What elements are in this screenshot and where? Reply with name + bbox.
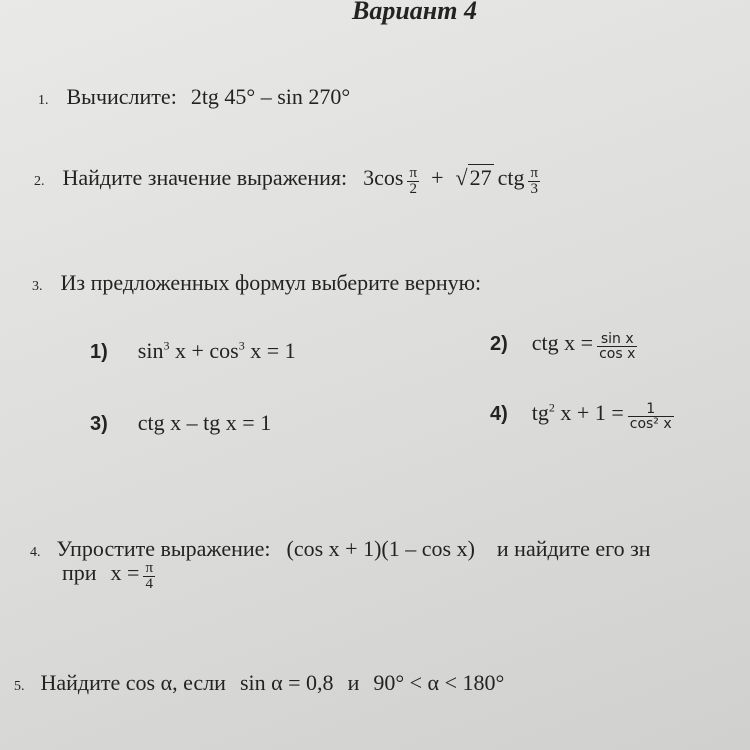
- formula: ctg x – tg x = 1: [137, 410, 272, 435]
- formula-lhs: $tg^2$ x + 1 =: [531, 400, 624, 425]
- problem-4: [30, 536, 651, 562]
- problem-text: Найдите значение выражения:: [62, 165, 348, 190]
- option-2: [490, 330, 637, 361]
- math-term: 3cos: [363, 165, 404, 190]
- math-expression: (cos x + 1)(1 – cos x): [286, 536, 475, 561]
- option-label: 4): [490, 403, 508, 425]
- math-term: x =: [110, 560, 140, 585]
- problem-number: 4.: [30, 545, 41, 560]
- square-root: √27: [455, 165, 492, 190]
- problem-number: 5.: [14, 679, 25, 694]
- problem-text: при: [62, 560, 97, 585]
- problem-text-tail: и найдите его зн: [496, 536, 651, 561]
- page-title: Вариант 4: [352, 0, 477, 25]
- fraction-pi-over-3: $\frac{\pi}{3}$: [530, 164, 539, 197]
- formula-lhs: ctg x =: [531, 330, 594, 355]
- math-term: ctg: [497, 165, 525, 190]
- fraction-sin-over-cos: $\frac{\text{sin x}}{\text{cos x}}$: [599, 330, 636, 362]
- math-range: 90° < α < 180°: [373, 670, 505, 695]
- problem-text: Найдите cos α, если: [40, 670, 226, 695]
- option-label: 1): [90, 341, 108, 363]
- math-expression: 2tg 45° – sin 270°: [190, 84, 351, 109]
- fraction-pi-over-2: $\frac{\pi}{2}$: [409, 164, 418, 197]
- plus-sign: +: [431, 165, 444, 190]
- option-3: [90, 410, 271, 436]
- problem-2: [34, 165, 540, 197]
- problem-text: Вычислите:: [66, 84, 177, 109]
- problem-5: [14, 670, 504, 696]
- problem-text: Упростите выражение:: [56, 536, 271, 561]
- formula: $\sin^3 x + \cos^3 x = 1$: [137, 338, 296, 363]
- problem-number: 2.: [34, 174, 45, 189]
- option-4: [490, 400, 674, 431]
- problem-4-line-2: [62, 560, 155, 592]
- problem-text: Из предложенных формул выберите верную:: [60, 270, 482, 295]
- option-label: 2): [490, 333, 508, 355]
- problem-1: [38, 84, 350, 110]
- conjunction: и: [347, 670, 360, 695]
- problem-3: [32, 270, 481, 296]
- fraction-one-over-cos2: $\frac{1}{\text{cos² x}}$: [629, 400, 672, 432]
- problem-number: 3.: [32, 279, 43, 294]
- option-1: [90, 338, 296, 364]
- fraction-pi-over-4: $\frac{\pi}{4}$: [145, 559, 154, 592]
- math-condition: sin α = 0,8: [239, 670, 334, 695]
- problem-number: 1.: [38, 93, 49, 108]
- option-label: 3): [90, 413, 108, 435]
